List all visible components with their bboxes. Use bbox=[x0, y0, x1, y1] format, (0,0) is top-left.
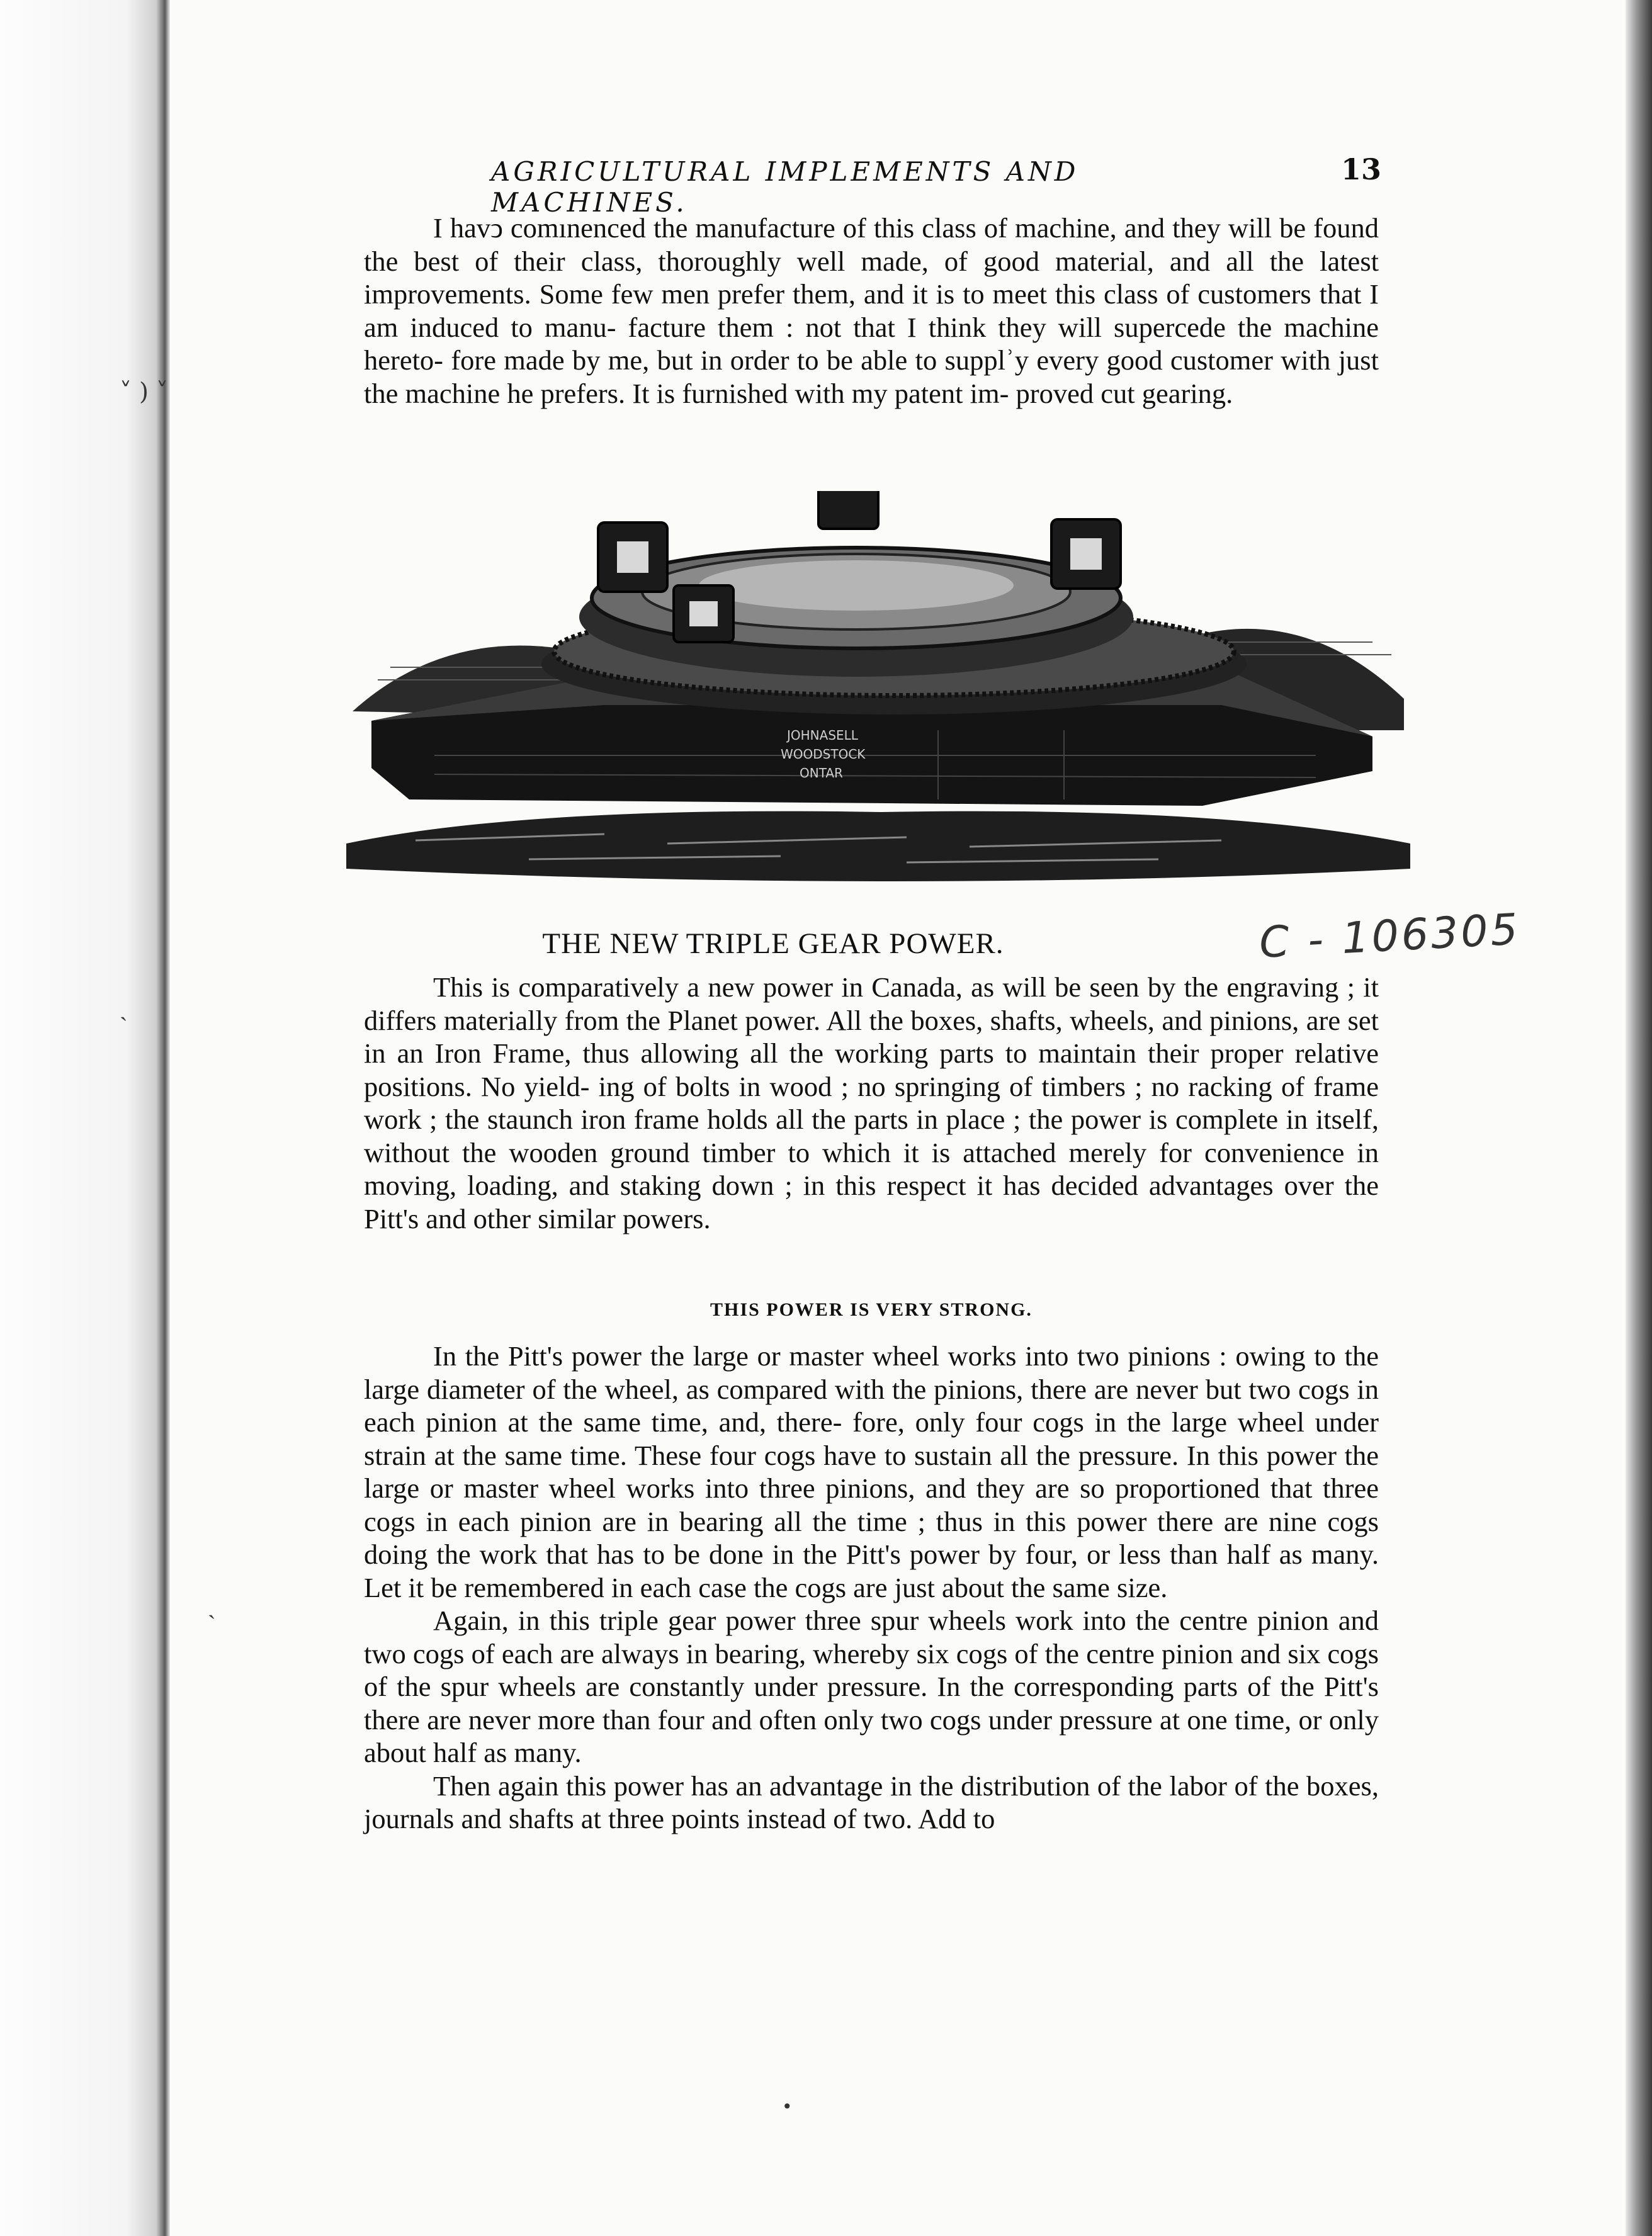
intro-text bbox=[364, 212, 1379, 410]
body-paragraph-2: Again, in this triple gear power three spur wheels work into the centre pinion and two cogs of each are always in bearing, whereby six cogs of the centre pinion and six cogs of the spur wheels are constantly under pressure. In the corresponding parts of the Pitt's there are never more than four and often only two cogs under pressure at one time, or only about half as many. bbox=[364, 1605, 1379, 1768]
scan-binding-edge bbox=[0, 0, 170, 2236]
plate-line-1: JOHNASELL bbox=[787, 728, 858, 743]
section-paragraph: This is comparatively a new power in Canada, as will be seen by the engraving ; it differs materially from the Planet power. All the boxes, shafts, wheels, and pinions, are set in an Iron Frame, thus allowing all the working parts to maintain their proper relative positions. No yield- ing of bolts in wood ; no springing of timbers ; no racking of frame work ; the staunch iron frame holds all the parts in place ; the power is complete in itself, without the wooden ground timber to which it is attached merely for convenience in moving, loading, and staking down ; in this respect it has decided advantages over the Pitt's and other similar powers. bbox=[364, 971, 1379, 1234]
margin-mark: ˴ bbox=[120, 1001, 128, 1029]
body-text bbox=[364, 1340, 1379, 1836]
margin-mark: ˴ bbox=[208, 1599, 216, 1627]
intro-paragraph: I havↄ comınenced the manufacture of this class of machine, and they will be found the best of their class, thoroughly well made, of good material, and all the latest improvements. Some few men prefer them, and it is to meet this class of customers that I am induced to manu- facture them : not that I think they will supercede the machine hereto- fore made by me, but in order to be able to supplʾy every good customer with just the machine he prefers. It is furnished with my patent im- proved cut gearing. bbox=[364, 212, 1379, 409]
plate-line-2: WOODSTOCK bbox=[781, 747, 866, 762]
subheading: THIS POWER IS VERY STRONG. bbox=[710, 1299, 1032, 1320]
body-paragraph-3: Then again this power has an advantage in the distribution of the labor of the boxes, journals and shafts at three points instead of two. Add to bbox=[364, 1770, 1379, 1834]
plate-line-3: ONTAR bbox=[800, 765, 843, 781]
section-text bbox=[364, 971, 1379, 1235]
footer-dot: • bbox=[782, 2096, 793, 2117]
section-title: THE NEW TRIPLE GEAR POWER. bbox=[542, 927, 1004, 960]
margin-mark: ˅ ) ˅ bbox=[120, 378, 168, 405]
body-paragraph-1: In the Pitt's power the large or master wheel works into two pinions : owing to the large diameter of the wheel, as compared with the pinions, there are never but two cogs in each pinion at the same time, and, there- fore, only four cogs in the large wheel under strain at the same time. These four cogs have to sustain all the pressure. In this power the large or master wheel works into three pinions, and they are so proportioned that three cogs in each pinion are in bearing all the time ; thus in this power there are nine cogs doing the work that has to be done in the Pitt's power by four, or less than half as many. Let it be remembered in each case the cogs are just about the same size. bbox=[364, 1340, 1379, 1603]
page-right-edge bbox=[1626, 0, 1652, 2236]
running-header: AGRICULTURAL IMPLEMENTS AND MACHINES. bbox=[491, 156, 1079, 218]
page-number: 13 bbox=[1341, 152, 1382, 186]
triple-gear-power-engraving bbox=[340, 491, 1417, 881]
handwritten-catalog-number: C - 106305 bbox=[1258, 905, 1522, 968]
